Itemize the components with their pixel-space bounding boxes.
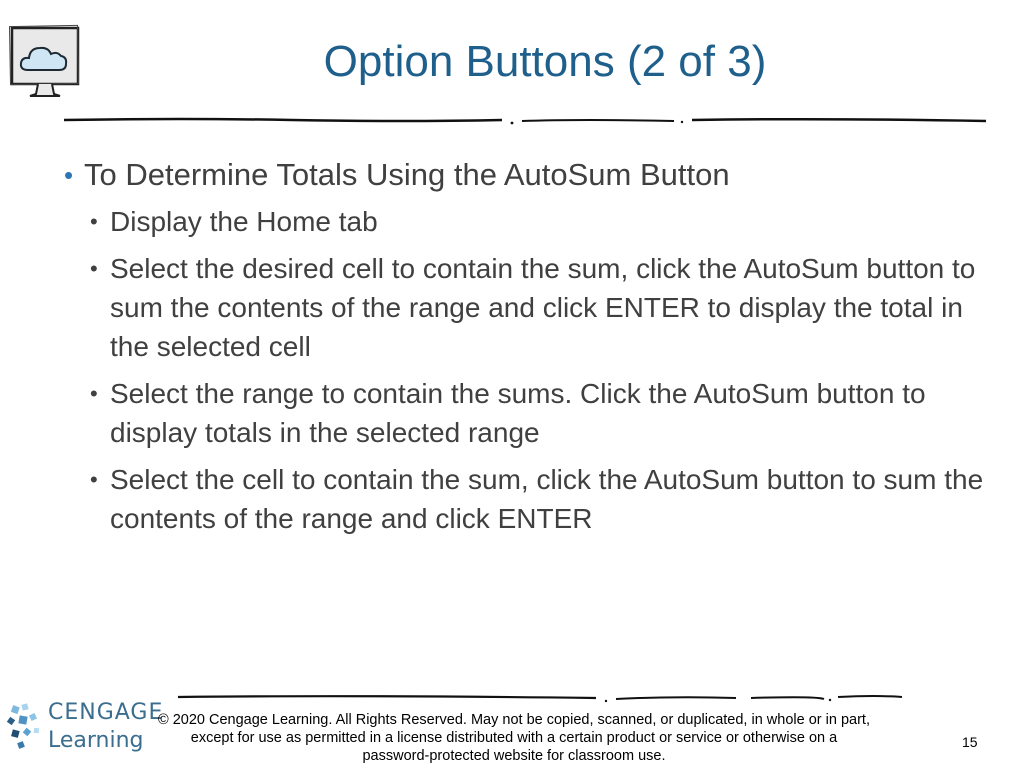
logo-text-top: CENGAGE xyxy=(48,700,164,725)
sub-bullet-text: Display the Home tab xyxy=(110,206,378,237)
main-bullet-text: To Determine Totals Using the AutoSum Button xyxy=(84,157,730,192)
bottom-divider xyxy=(176,690,904,706)
copyright-notice: © 2020 Cengage Learning. All Rights Reserved. May not be copied, scanned, or duplicated, in whole or in part, except for use as permitted in a license distributed with a certain product or service or otherwise on a password-protected website for classroom use. xyxy=(158,712,870,764)
sub-bullet-item xyxy=(110,249,1000,366)
sub-bullet-list xyxy=(60,202,1000,538)
logo-text-bottom: Learning xyxy=(48,728,144,753)
sub-bullet-text: Select the range to contain the sums. Click the AutoSum button to display totals in the selected range xyxy=(110,378,926,448)
cloud-monitor-icon xyxy=(8,24,82,102)
sub-bullet-item xyxy=(110,460,1000,538)
cengage-logo-mark xyxy=(6,702,46,754)
sub-bullet-item xyxy=(110,374,1000,452)
main-bullet xyxy=(60,156,1000,194)
sub-bullet-item xyxy=(110,202,1000,241)
top-divider xyxy=(62,112,988,130)
slide-body xyxy=(60,156,1000,546)
page-number: 15 xyxy=(962,734,978,750)
sub-bullet-text: Select the cell to contain the sum, click the AutoSum button to sum the contents of the range and click ENTER xyxy=(110,464,984,534)
cengage-logo xyxy=(6,696,164,758)
page-title: Option Buttons (2 of 3) xyxy=(323,37,767,86)
sub-bullet-text: Select the desired cell to contain the sum, click the AutoSum button to sum the contents of the range and click ENTER to display the total in the selected cell xyxy=(110,253,976,362)
